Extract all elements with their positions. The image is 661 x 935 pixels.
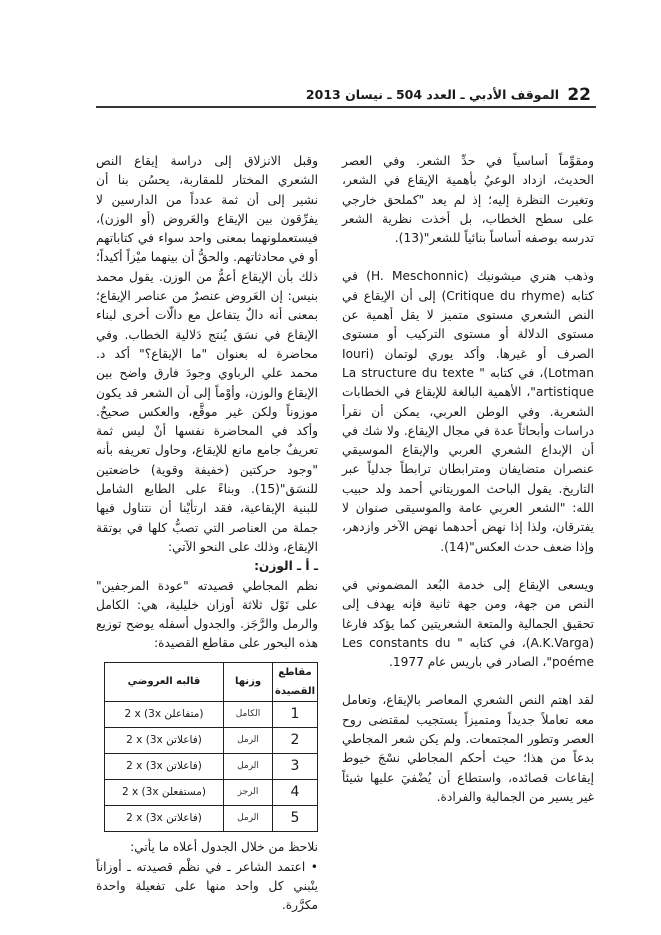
table-cell: 2 x (3x مستفعلن) [105,780,224,806]
paragraph: ومقوِّماً أساسياً في حدِّ الشعر. وفي العصر الحديث، ازداد الوعيُ بأهمية الإيقاع في الشعر، وتغيرت النظرة إليه؛ إذ لم يعد "كملحق خارجي على سطح الخطاب، بل أخذت نظرية الشعر تدرسه بوصفه أساساً بنائياً للشعر"(13). [342,154,594,246]
header-rule [96,106,596,108]
table-cell: 2 x (3x فاعلاتن) [105,806,224,832]
table-cell: 3 [273,754,318,780]
paragraph: وقبل الانزلاق إلى دراسة إيقاع النص الشعري المختار للمقاربة، يحسُن بنا أن نشير إلى أن ثمة عدداً من الدارسين لا يفرِّقون بين الإيقاع والعَروض (أو الوزن)، فيستعملونهما بمعنى واحد سواء في كتاباتهم أو في محادثاتهم. والحقُّ أن بينهما ميْزاً أكيداً؛ ذلك بأن الإيقاع أعمُّ من الوزن. يقول محمد بنيس: إن العَروض عنصرٌ من عناصر الإيقاع؛ بمعنى أنه دالٌ يتفاعل مع دالّات أخرى لبناء الإيقاع في نسَق يُنتج دَلالية الخطاب. وفي محاضرة له بعنوان "ما الإيقاع؟" أكد د. محمد علي الرباوي وجودَ فارق واضح بين الإيقاع والوزن، وأوْماً إلى أن الشعر قد يكون موزوناً ولكن غير موقَّع، والعكس صحيحٌ. وأكد في المحاضرة نفسها أنْ ليس ثمة تعريفٌ جامع مانع للإيقاع، وحاول تعريفه بأنه "وجود حركتين (خفيفة وقوية) خاضعتين للنسَق"(15). وبناءً على الطابع الشامل للبنية الإيقاعية، فقد ارتأيْنا أن نتناول فيها جملة من العناصر التي تصبُّ كلها في بوتقة الإيقاع، وذلك على النحو الآتي: [96,154,318,554]
table-cell: الكامل [224,702,273,728]
meters-table [104,662,318,833]
table-cell: 2 x (3x فاعلاتن) [105,728,224,754]
left-column [96,152,318,916]
bullet-item: • اعتمد الشاعر ـ في نظْم قصيدته ـ أوزاناً ينْبني كل واحد منها على تفعيلة واحدة مكرَّرة. [96,858,318,916]
table-header: قالبه العروضي [105,662,224,702]
page-number: 22 [567,85,591,105]
table-row [105,806,318,832]
table-cell: 2 x (3x فاعلاتن) [105,754,224,780]
table-cell: 2 [273,728,318,754]
table-header: مقاطع القصيدة [273,662,318,702]
table-header-row [105,662,318,702]
table-cell: 5 [273,806,318,832]
paragraph: وذهب هنري ميشونيك (H. Meschonnic) في كتابه (Critique du rhyme) إلى أن الإيقاع في النص الشعري مستوى متميز لا يقل أهمية عن مستوى الدلالة أو مستوى التركيب أو مستوى الصرف أو غيرها. وأكد يوري لوتمان (Iouri Lotman)، في كتابه " La structure du texte artistique"، الأهمية البالغة للإيقاع في الخطابات الشعرية. وفي الوطن العربي، يمكن أن نقرأ دراسات وأبحاثاً عدة في مجال الإيقاع. ولا شك في أن الإبداع الشعري العربي والإيقاع الموسيقي عنصران متضايفان ومترابطان ترابطاً جدلياً عبر التاريخ. يقول الباحث الموريتاني أحمد ولد حبيب الله: "الشعر العربي عامة والموسيقى صنوان لا يفترقان، ولذا إذا نهض أحدهما نهض الآخر وازدهر، وإذا ضعف حدث العكس"(14). [342,269,595,554]
running-head: الموقف الأدبي ـ العدد 504 ـ نيسان 2013 [305,87,559,102]
table-cell: 2 x (3x متفاعلن) [105,702,224,728]
right-column [342,152,594,807]
paragraph: لقد اهتم النص الشعري المعاصر بالإيقاع، وتعامل معه تعاملاً جديداً ومتميزاً يستجيب لمقتضى روح العصر وتطور المجتمعات. ولم يكن شعر المجاطي بدعاً من هذا؛ حيث أحكم المجاطي نسْجَ خيوط إيقاعات قصائده، واستطاع أن يُضْفيَ عليها شيئاً غير يسير من الجمالية والفرادة. [342,693,594,804]
table-row [105,702,318,728]
table-cell: 4 [273,780,318,806]
table-cell: 1 [273,702,318,728]
section-heading: ـ أ ـ الوزن: [254,559,318,574]
table-cell: الرمل [224,754,273,780]
table-cell: الرمل [224,806,273,832]
paragraph: ويسعى الإيقاع إلى خدمة البُعد المضموني في النص من جهة، ومن جهة ثانية فإنه يهدف إلى تحقيق الجمالية والمتعة الشعريتين كما يؤكد فارغا (A.K.Varga)، في كتابه " Les constants du poéme"، الصادر في باريس عام 1977. [342,577,594,670]
paragraph: نظم المجاطي قصيدته "عودة المرجفين" على تَوْل ثلاثة أوزان خليلية، هي: الكامل والرمل والرَّجَز. والجدول أسفله يوضح توزيع هذه البحور على مقاطع القصيدة: [96,578,318,651]
table-note: نلاحظ من خلال الجدول أعلاه ما يأتي: [130,840,318,855]
table-cell: الرمل [224,728,273,754]
page-header [0,84,661,106]
table-cell: الرجز [224,780,273,806]
table-row [105,780,318,806]
table-row [105,728,318,754]
table-row [105,754,318,780]
table-header: وزنها [224,662,273,702]
